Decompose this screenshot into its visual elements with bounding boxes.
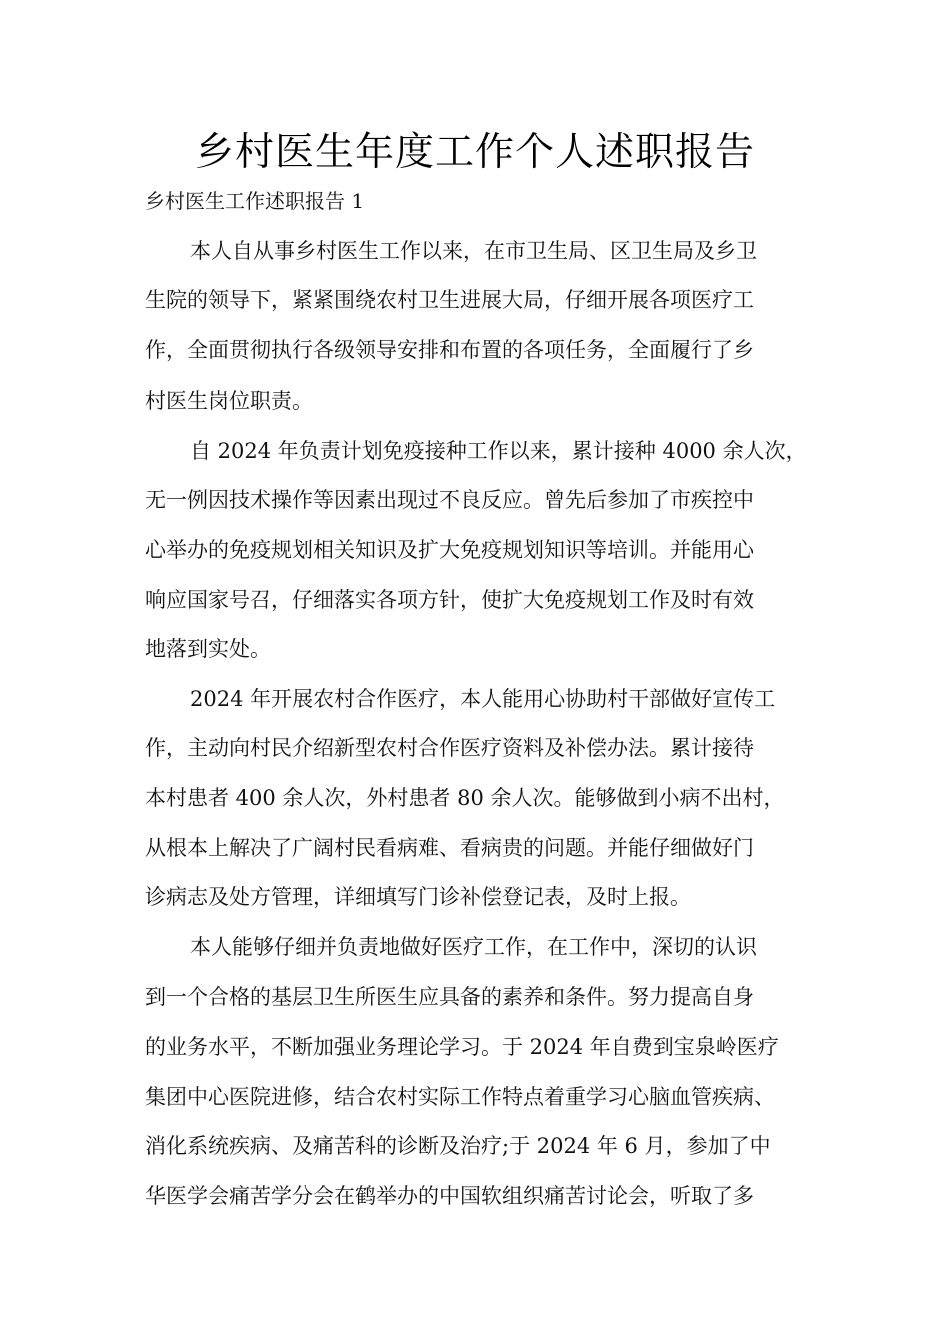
paragraph-1-line-1: 本人自从事乡村医生工作以来，在市卫生局、区卫生局及乡卫 <box>190 239 757 263</box>
paragraph-2-line-5: 地落到实处。 <box>145 637 271 661</box>
paragraph-4-line-1: 本人能够仔细并负责地做好医疗工作，在工作中，深切的认识 <box>190 935 757 959</box>
paragraph-2-line-2: 无一例因技术操作等因素出现过不良反应。曾先后参加了市疾控中 <box>145 488 754 512</box>
paragraph-1-line-3: 作，全面贯彻执行各级领导安排和布置的各项任务，全面履行了乡 <box>145 338 754 362</box>
paragraph-2-line-3: 心举办的免疫规划相关知识及扩大免疫规划知识等培训。并能用心 <box>145 538 754 562</box>
paragraph-4-line-3: 的业务水平，不断加强业务理论学习。于 2024 年自费到宝泉岭医疗 <box>145 1035 779 1059</box>
paragraph-4-line-5: 消化系统疾病、及痛苦科的诊断及治疗;于 2024 年 6 月，参加了中 <box>145 1134 771 1158</box>
paragraph-3-line-4: 从根本上解决了广阔村民看病难、看病贵的问题。并能仔细做好门 <box>145 836 754 860</box>
paragraph-1-line-4: 村医生岗位职责。 <box>145 389 313 413</box>
document-subtitle: 乡村医生工作述职报告 1 <box>145 189 365 213</box>
paragraph-4-line-6: 华医学会痛苦学分会在鹤举办的中国软组织痛苦讨论会，听取了多 <box>145 1184 754 1208</box>
document-title: 乡村医生年度工作个人述职报告 <box>194 130 755 175</box>
paragraph-2-line-4: 响应国家号召，仔细落实各项方针，使扩大免疫规划工作及时有效 <box>145 588 754 612</box>
paragraph-2-line-1: 自 2024 年负责计划免疫接种工作以来，累计接种 4000 余人次， <box>190 439 807 463</box>
paragraph-1-line-2: 生院的领导下，紧紧围绕农村卫生进展大局，仔细开展各项医疗工 <box>145 288 754 312</box>
paragraph-3-line-1: 2024 年开展农村合作医疗，本人能用心协助村干部做好宣传工 <box>190 687 776 711</box>
paragraph-3-line-3: 本村患者 400 余人次，外村患者 80 余人次。能够做到小病不出村， <box>145 786 785 810</box>
paragraph-4-line-4: 集团中心医院进修，结合农村实际工作特点着重学习心脑血管疾病、 <box>145 1085 775 1109</box>
paragraph-3-line-2: 作，主动向村民介绍新型农村合作医疗资料及补偿办法。累计接待 <box>145 736 754 760</box>
paragraph-4-line-2: 到一个合格的基层卫生所医生应具备的素养和条件。努力提高自身 <box>145 985 754 1009</box>
paragraph-3-line-5: 诊病志及处方管理，详细填写门诊补偿登记表，及时上报。 <box>145 885 691 909</box>
